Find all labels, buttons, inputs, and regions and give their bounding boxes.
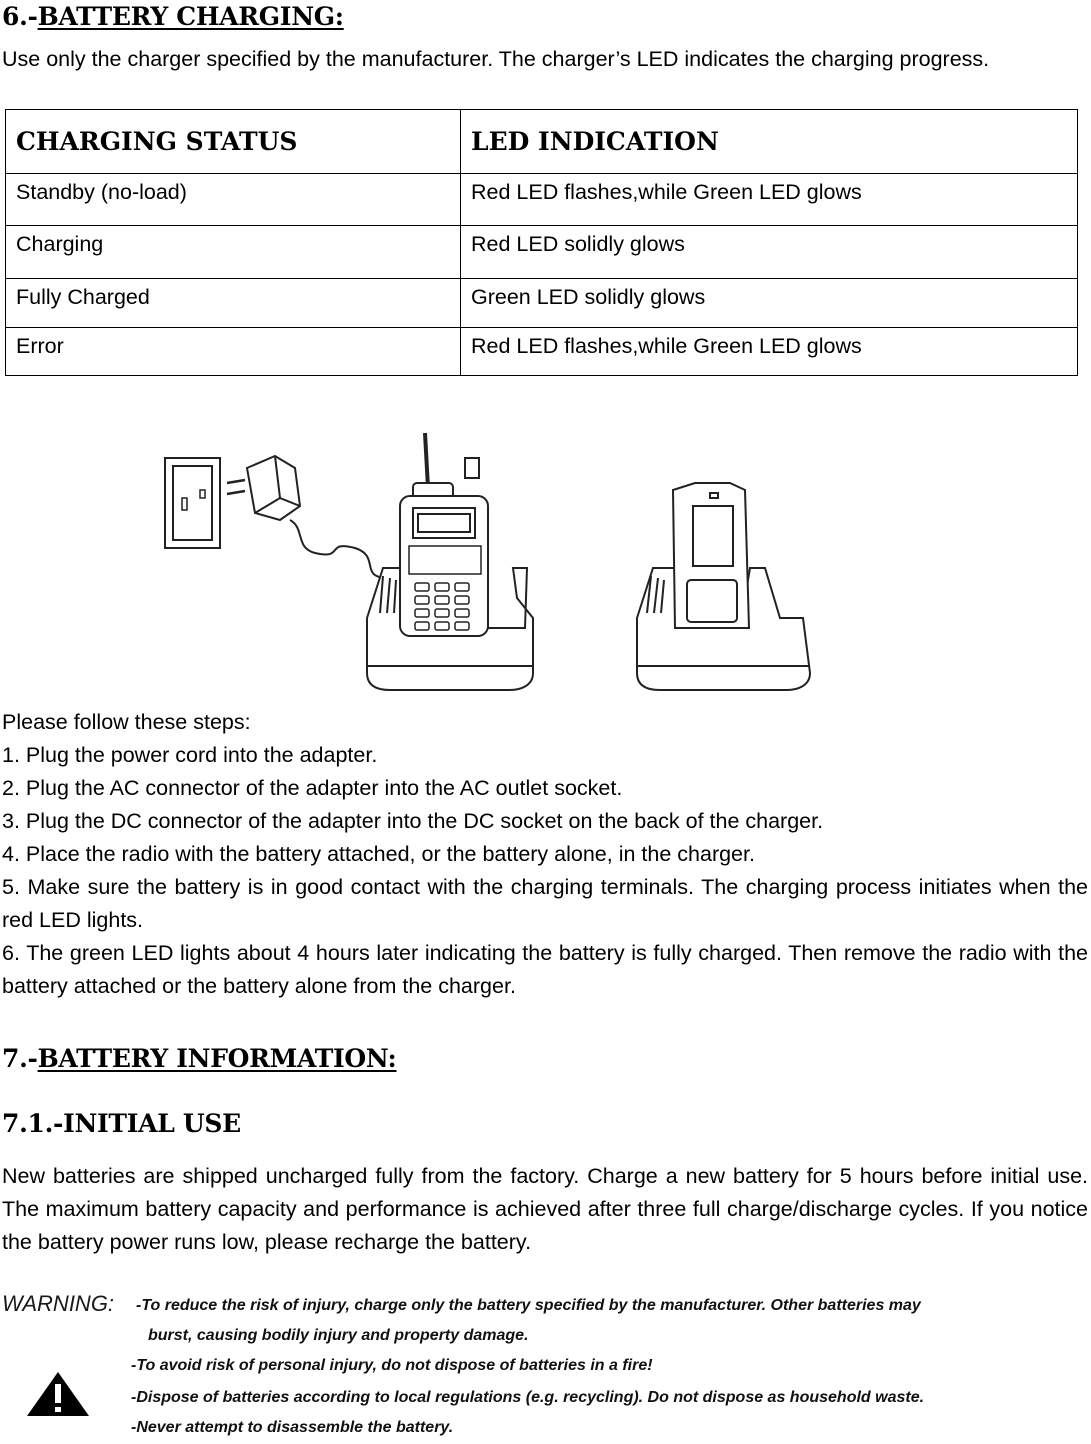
section-6-title: BATTERY CHARGING: [37,2,344,31]
section-7-1-body: New batteries are shipped uncharged fully from the factory. Charge a new battery for 5 hours before initial use. The maximum battery capacity and performance is achieved after three full charge/discharge cycles. If you notice the battery power runs low, please recharge the battery. [2,1164,1088,1254]
table-cell: Red LED solidly glows [461,226,1078,279]
table-cell: Red LED flashes,while Green LED glows [461,174,1078,226]
list-item: 4. Place the radio with the battery attached, or the battery alone, in the charger. [2,842,755,866]
section-7-number: 7.- [2,1044,38,1073]
warning-line: burst, causing bodily injury and property damage. [148,1327,529,1344]
list-item: 6. The green LED lights about 4 hours later indicating the battery is fully charged. Then remove the radio with the battery attached or the battery alone from the charger. [2,941,1088,998]
list-item: 3. Plug the DC connector of the adapter into the DC socket on the back of the charger. [2,809,824,833]
section-6-heading [2,2,344,31]
list-item: 2. Plug the AC connector of the adapter into the AC outlet socket. [2,776,623,800]
warning-triangle-icon [25,1370,91,1418]
power-adapter-icon [227,456,417,585]
warning-line: -Never attempt to disassemble the battery. [131,1419,454,1436]
section-6-number: 6.- [2,2,38,31]
charging-steps [2,706,1088,1003]
warning-label: WARNING: [2,1291,115,1316]
section-7-title: BATTERY INFORMATION: [37,1044,397,1073]
section-6-intro: Use only the charger specified by the manufacturer. The charger’s LED indicates the charging progress. [2,47,990,71]
warning-line: -To avoid risk of personal injury, do not dispose of batteries in a fire! [131,1357,653,1374]
list-item: 5. Make sure the battery is in good contact with the charging terminals. The charging process initiates when the red LED lights. [2,875,1088,932]
section-7-1-heading: 7.1.-INITIAL USE [2,1109,241,1138]
table-row [6,328,1078,376]
table-cell: Fully Charged [6,279,461,328]
section-7-heading [2,1044,396,1073]
table-cell: Green LED solidly glows [461,279,1078,328]
warning-line: -Dispose of batteries according to local regulations (e.g. recycling). Do not dispose as household waste. [131,1389,925,1406]
table-cell: Error [6,328,461,376]
charging-status-table [5,109,1078,376]
warning-line: -To reduce the risk of injury, charge only the battery specified by the manufacturer. Other batteries may [136,1297,921,1314]
table-row [6,279,1078,328]
steps-intro: Please follow these steps: [2,710,251,734]
wall-outlet-icon [165,458,220,548]
table-cell: Charging [6,226,461,279]
battery-icon [673,483,749,628]
table-header-status: CHARGING STATUS [6,110,461,174]
table-header-led: LED INDICATION [461,110,1078,174]
table-row [6,174,1078,226]
table-row [6,226,1078,279]
table-cell: Red LED flashes,while Green LED glows [461,328,1078,376]
charger-illustration [155,428,855,698]
table-cell: Standby (no-load) [6,174,461,226]
radio-icon [400,433,488,636]
list-item: 1. Plug the power cord into the adapter. [2,743,378,767]
